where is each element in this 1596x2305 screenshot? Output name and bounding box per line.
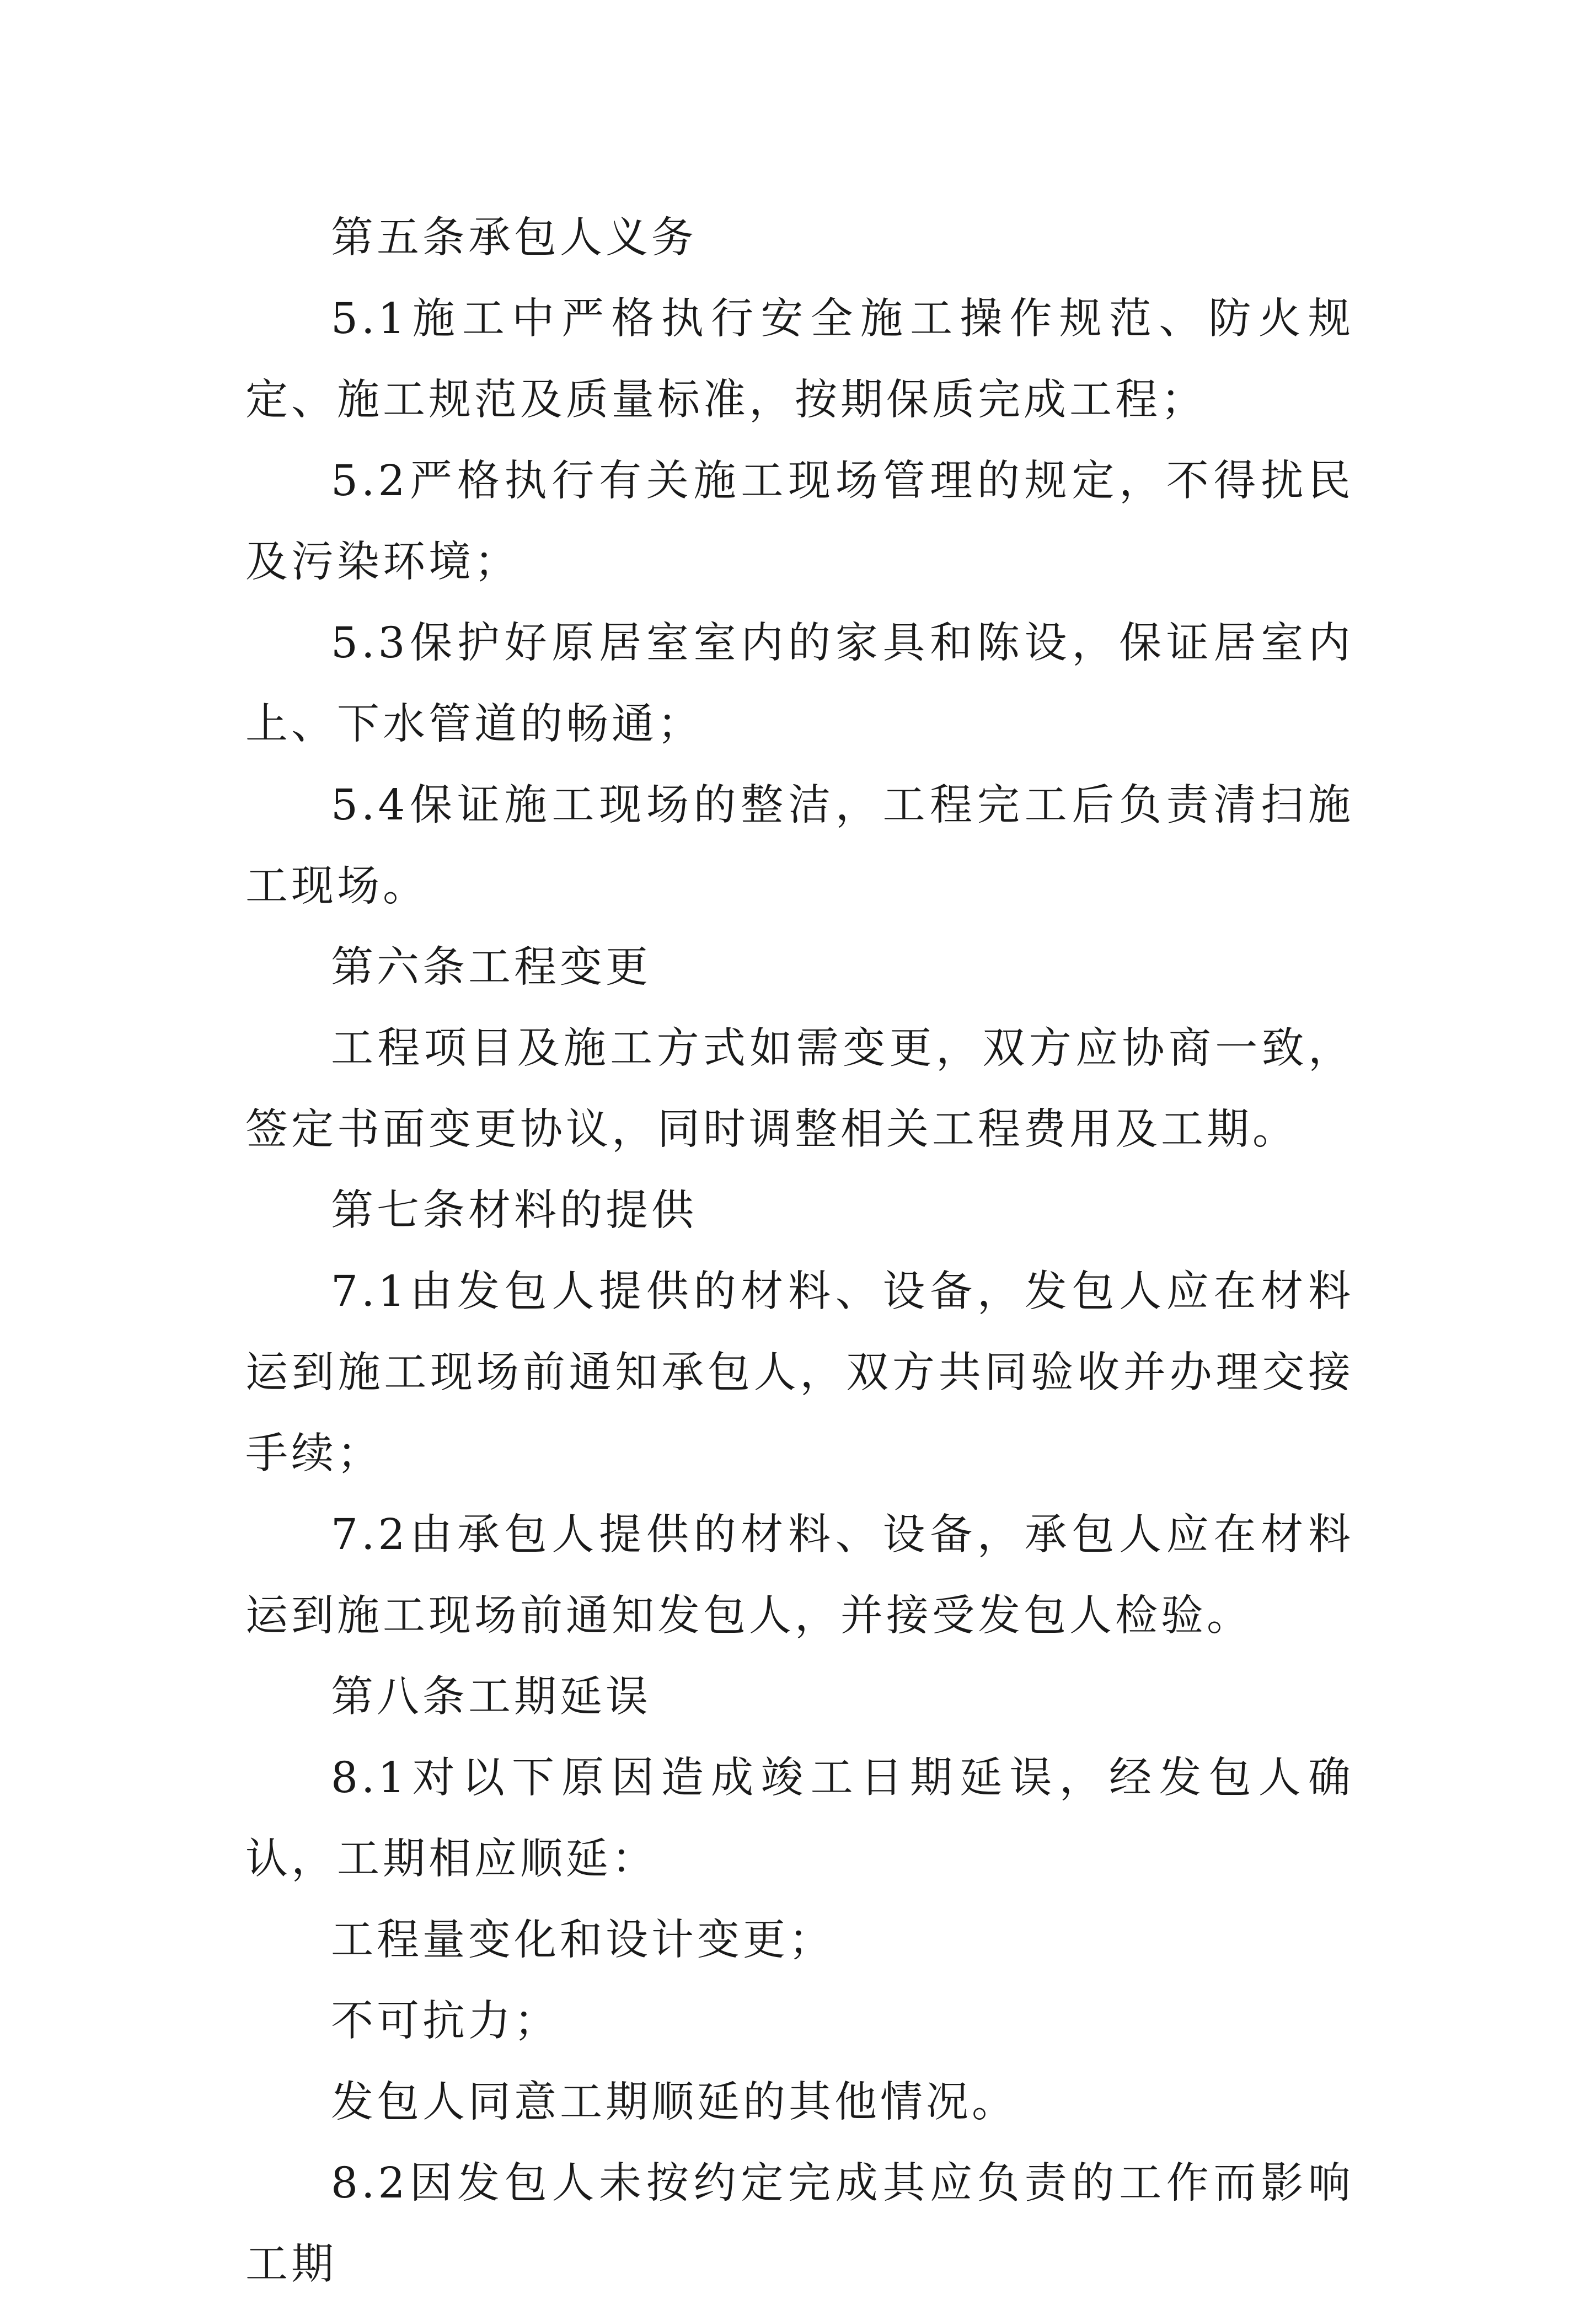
clause-5-1: 5.1施工中严格执行安全施工操作规范、防火规定、施工规范及质量标准，按期保质完成工程； [245,294,1354,425]
article-7-heading: 第七条材料的提供 [331,1186,697,1235]
document-body [245,197,1354,2305]
clause-5-3: 5.3保护好原居室室内的家具和陈设，保证居室内上、下水管道的畅通； [245,619,1354,749]
article-8-heading: 第八条工期延误 [331,1673,651,1722]
article-5-heading: 第五条承包人义务 [331,213,697,262]
clause-7-1: 7.1由发包人提供的材料、设备，发包人应在材料运到施工现场前通知承包人，双方共同验收并办理交接手续； [245,1267,1354,1478]
clause-8-1-item-3: 发包人同意工期顺延的其他情况。 [331,2078,1017,2127]
clause-8-2: 8.2因发包人未按约定完成其应负责的工作而影响工期 [245,2159,1354,2289]
clause-8-1-item-2: 不可抗力； [331,1997,560,2046]
clause-8-1: 8.1对以下原因造成竣工日期延误，经发包人确认，工期相应顺延： [245,1754,1354,1884]
article-6-heading: 第六条工程变更 [331,943,651,992]
clause-5-4: 5.4保证施工现场的整洁，工程完工后负责清扫施工现场。 [245,781,1354,911]
clause-8-1-item-1: 工程量变化和设计变更； [331,1916,834,1965]
clause-7-2: 7.2由承包人提供的材料、设备，承包人应在材料运到施工现场前通知发包人，并接受发包人检验。 [245,1510,1354,1641]
article-6-text: 工程项目及施工方式如需变更，双方应协商一致，签定书面变更协议，同时调整相关工程费用及工期。 [245,1024,1354,1154]
clause-5-2: 5.2严格执行有关施工现场管理的规定，不得扰民及污染环境； [245,457,1354,587]
